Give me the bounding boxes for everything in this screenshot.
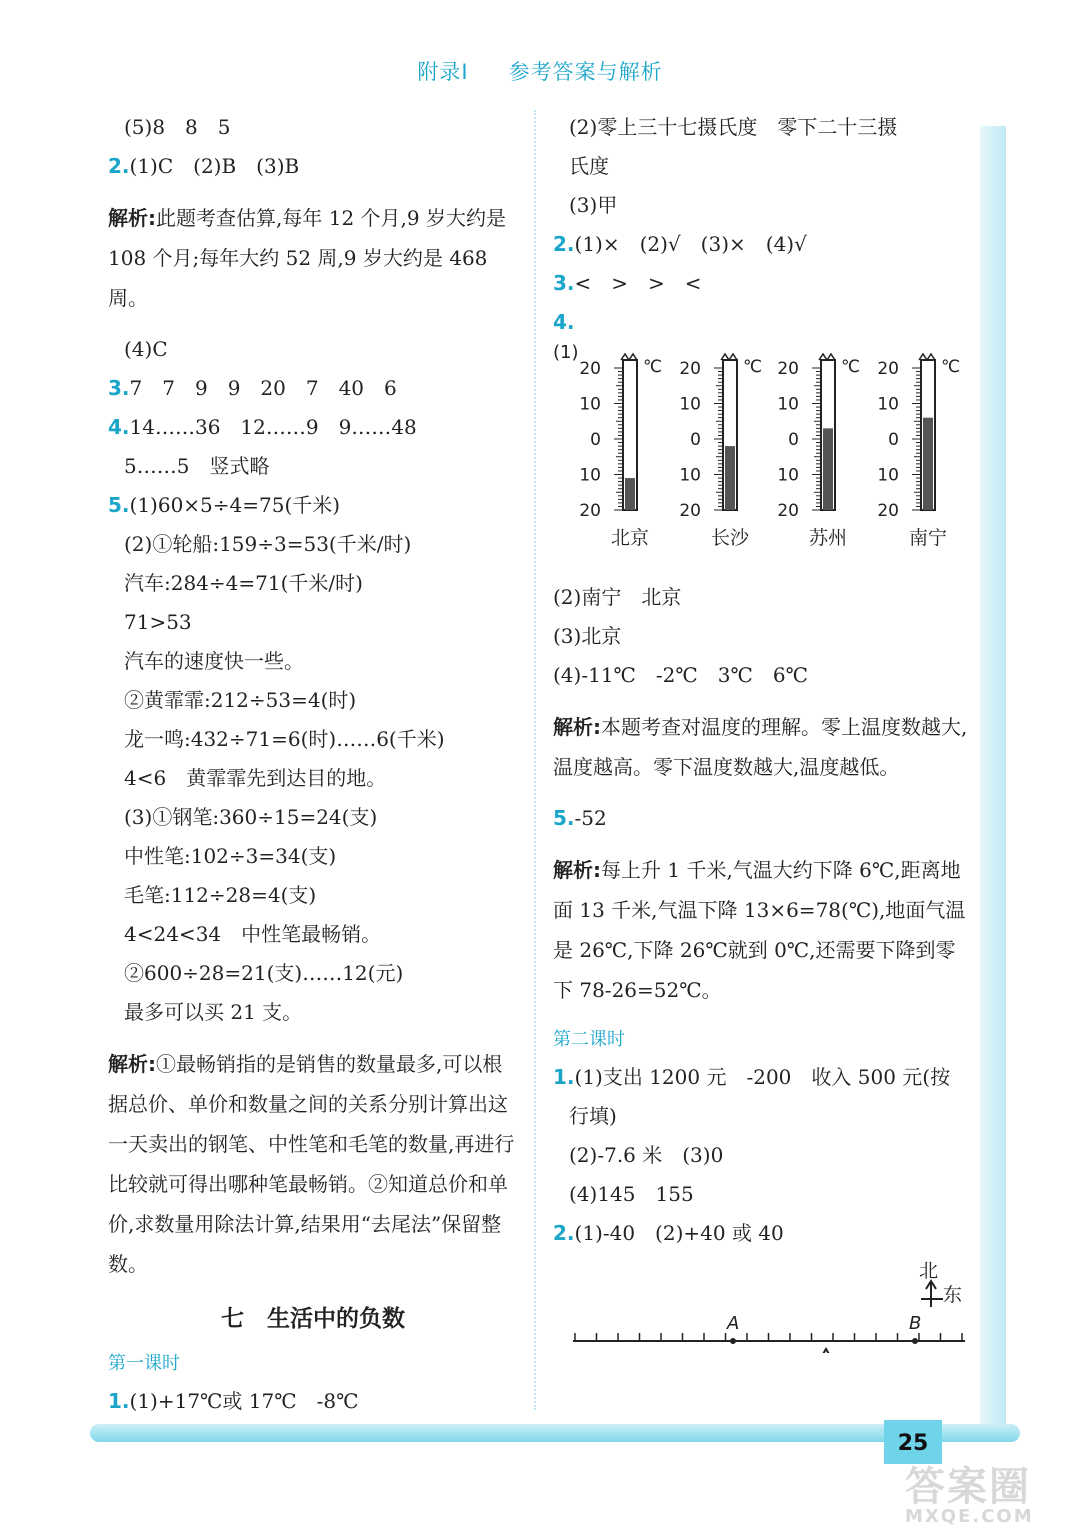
answer-line: 中性笔:102÷3=34(支) [124, 844, 337, 868]
thermometer-tick-label: 10 [579, 394, 601, 415]
question-number: 4. [108, 415, 130, 439]
thermometer-tick-label: 10 [877, 465, 899, 486]
header-title: 参考答案与解析 [508, 60, 663, 84]
question-number: 5. [553, 806, 575, 830]
answer-line: (2)①轮船:159÷3=53(千米/时) [124, 532, 412, 556]
answer-line: (2)南宁 北京 [553, 585, 682, 609]
answer-line: (4)-11℃ -2℃ 3℃ 6℃ [553, 663, 808, 687]
explanation-block [108, 1044, 518, 1284]
mercury-column [823, 428, 833, 510]
explanation-text: 此题考查估算,每年 12 个月,9 岁大约是 108 个月;每年大约 52 周,9 岁大约是 468 周。 [108, 206, 506, 310]
question-number: 4. [553, 310, 575, 334]
chapter-title: 七 生活中的负数 [221, 1306, 405, 1332]
question-4 [553, 303, 973, 342]
origin-triangle-icon [819, 1349, 833, 1353]
thermometer-unit: ℃ [743, 357, 763, 377]
answer-text: 7 7 9 9 20 7 40 6 [129, 376, 397, 400]
city-label: 南宁 [908, 527, 948, 549]
column-divider [534, 110, 536, 1410]
question-2 [553, 225, 973, 264]
question-5 [108, 486, 518, 525]
explanation-block [108, 198, 518, 318]
question-1 [553, 1058, 973, 1097]
mercury-column [725, 446, 735, 510]
point-a-label: A [727, 1313, 740, 1334]
thermometer-tick-label: 10 [777, 465, 799, 486]
answer-line: 汽车的速度快一些。 [124, 649, 304, 673]
part-label: (1) [553, 342, 579, 363]
watermark-url: MXQE.COM [905, 1506, 1034, 1527]
mercury-column [923, 418, 933, 510]
answer-text: (1)C (2)B (3)B [129, 154, 300, 178]
answer-text: (1)支出 1200 元 -200 收入 500 元(按 [574, 1065, 951, 1089]
point-b-dot [912, 1338, 918, 1344]
answer-text: 14……36 12……9 9……48 [129, 415, 417, 439]
point-b-label: B [909, 1313, 922, 1334]
thermometer-tick-label: 0 [888, 430, 899, 450]
city-label: 长沙 [710, 527, 750, 549]
watermark-logo [905, 1455, 1075, 1533]
thermometer-tick-label: 0 [590, 430, 601, 450]
question-1 [108, 1382, 518, 1421]
answer-line: (3)甲 [569, 193, 618, 217]
thermometers-svg [553, 342, 973, 578]
explanation-block [553, 707, 973, 787]
answer-line: ②600÷28=21(支)……12(元) [124, 961, 404, 985]
watermark-text: 答案圈 [905, 1464, 1031, 1510]
explanation-block [553, 850, 973, 1010]
thermometer-tick-label: 0 [690, 430, 701, 450]
answer-line: 氏度 [569, 154, 609, 178]
thermometer-tick-label: 20 [579, 359, 601, 379]
left-column [108, 108, 518, 1421]
question-number: 2. [553, 1221, 575, 1245]
explanation-label: 解析: [108, 1052, 156, 1076]
question-number: 1. [553, 1065, 575, 1089]
answer-line: 最多可以买 21 支。 [124, 1000, 303, 1024]
thermometer-tick-label: 20 [877, 359, 899, 379]
page-header [0, 56, 1080, 86]
answer-line: 4<24<34 中性笔最畅销。 [124, 922, 382, 946]
thermometer-tick-label: 10 [579, 465, 601, 486]
thermometer-unit: ℃ [643, 357, 663, 377]
answer-line: (3)①钢笔:360÷15=24(支) [124, 805, 378, 829]
compass-east-label: 东 [943, 1284, 963, 1306]
answer-line: 71>53 [124, 610, 192, 634]
answer-line: 4<6 黄霏霏先到达目的地。 [124, 766, 387, 790]
thermometer-figure [553, 342, 973, 578]
question-number: 3. [108, 376, 130, 400]
city-label: 北京 [610, 527, 650, 549]
thermometer-tick-label: 0 [788, 430, 799, 450]
right-column [553, 108, 973, 1366]
answer-line: (4)145 155 [569, 1182, 694, 1206]
question-2 [553, 1214, 973, 1253]
answer-text: -52 [574, 806, 607, 830]
answer-text: < > > < [574, 271, 702, 295]
question-5 [553, 799, 973, 838]
question-3 [108, 369, 518, 408]
question-2 [108, 147, 518, 186]
answer-line: (4)C [124, 337, 168, 361]
compass-icon [919, 1260, 962, 1307]
page-number: 25 [884, 1420, 942, 1464]
city-label: 苏州 [808, 527, 848, 549]
explanation-text: 每上升 1 千米,气温大约下降 6℃,距离地面 13 千米,气温下降 13×6=78(℃),地面气温是 26℃,下降 26℃就到 0℃,还需要下降到零下 78-26=52℃。 [553, 858, 966, 1002]
explanation-label: 解析: [553, 858, 601, 882]
answer-line: 汽车:284÷4=71(千米/时) [124, 571, 363, 595]
answer-line: ②黄霏霏:212÷53=4(时) [124, 688, 357, 712]
thermometer-unit: ℃ [941, 357, 961, 377]
thermometer-tick-label: 10 [679, 394, 701, 415]
question-number: 3. [553, 271, 575, 295]
thermometer-tick-label: 10 [777, 394, 799, 415]
thermometer-tick-label: 20 [877, 501, 899, 521]
thermometer-tick-label: 10 [877, 394, 899, 415]
lesson-title: 第一课时 [108, 1353, 180, 1374]
thermometer-tick-label: 20 [777, 501, 799, 521]
explanation-label: 解析: [553, 715, 601, 739]
thermometer-tick-label: 20 [579, 501, 601, 521]
question-number: 1. [108, 1389, 130, 1413]
footer-band [90, 1424, 1020, 1442]
mercury-column [625, 478, 635, 510]
explanation-text: ①最畅销指的是销售的数量最多,可以根据总价、单价和数量之间的关系分别计算出这一天卖出的钢笔、中性笔和毛笔的数量,再进行比较就可得出哪种笔最畅销。②知道总价和单价,求数量用除法计算,结果用“去尾法”保留整数。 [108, 1052, 515, 1276]
thermometer-tick-label: 20 [777, 359, 799, 379]
answer-line: (2)-7.6 米 (3)0 [569, 1143, 724, 1167]
compass-north-label: 北 [919, 1260, 939, 1282]
answer-line: 行填) [569, 1104, 617, 1128]
answer-line: 毛笔:112÷28=4(支) [124, 883, 317, 907]
answer-line: 5……5 竖式略 [124, 454, 270, 478]
answer-text: (1)60×5÷4=75(千米) [129, 493, 341, 517]
question-number: 2. [108, 154, 130, 178]
question-3 [553, 264, 973, 303]
question-number: 2. [553, 232, 575, 256]
answer-text: (1)-40 (2)+40 或 40 [574, 1221, 784, 1245]
thermometer-tick-label: 20 [679, 359, 701, 379]
explanation-label: 解析: [108, 206, 156, 230]
answer-text: (1)× (2)√ (3)× (4)√ [574, 232, 807, 256]
page-edge-decoration [980, 126, 1006, 1436]
explanation-text: 本题考查对温度的理解。零上温度数越大,温度越高。零下温度数越大,温度越低。 [553, 715, 968, 779]
answer-line: (5)8 8 5 [124, 115, 231, 139]
lesson-title: 第二课时 [553, 1029, 625, 1050]
thermometer-tick-label: 10 [679, 465, 701, 486]
thermometer-unit: ℃ [841, 357, 861, 377]
answer-text: (1)+17℃或 17℃ -8℃ [129, 1389, 359, 1413]
answer-line: (2)零上三十七摄氏度 零下二十三摄 [569, 115, 898, 139]
header-appendix: 附录Ⅰ [417, 60, 469, 84]
thermometer-tick-label: 20 [679, 501, 701, 521]
question-4 [108, 408, 518, 447]
answer-line: (3)北京 [553, 624, 622, 648]
point-a-dot [730, 1338, 736, 1344]
direction-number-line [553, 1253, 973, 1353]
number-line [573, 1333, 965, 1344]
question-number: 5. [108, 493, 130, 517]
answer-line: 龙一鸣:432÷71=6(时)……6(千米) [124, 727, 445, 751]
